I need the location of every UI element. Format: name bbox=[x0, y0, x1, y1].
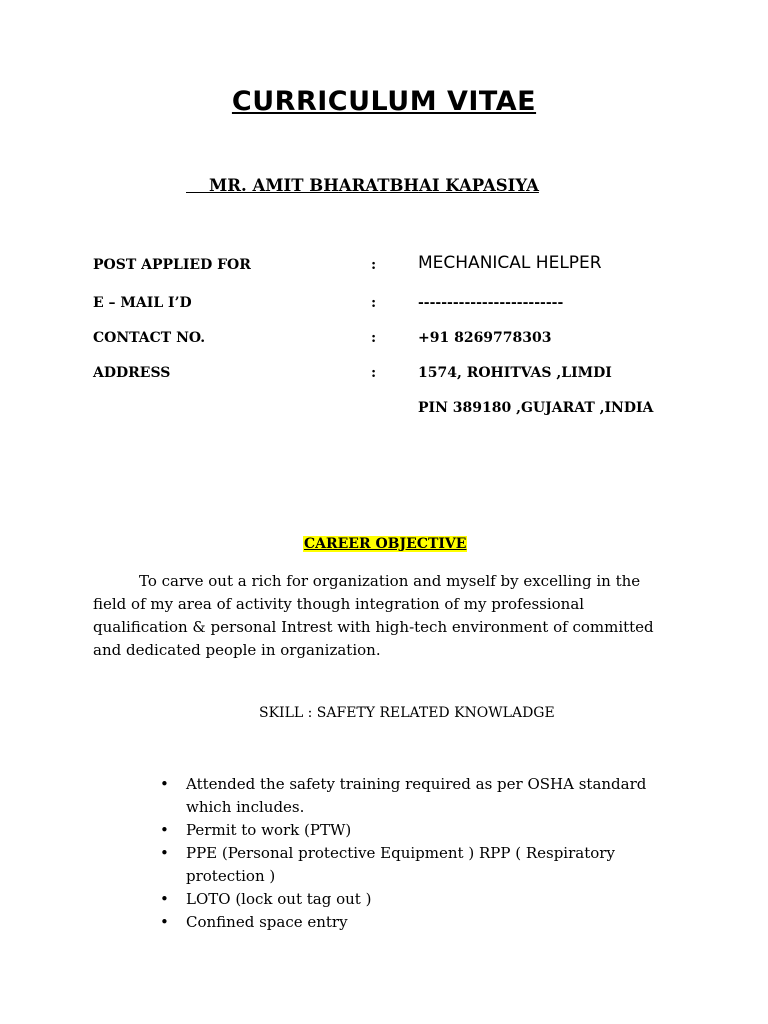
detail-value: MECHANICAL HELPER bbox=[418, 253, 602, 273]
detail-separator: : bbox=[371, 257, 377, 273]
bullet-icon: • bbox=[160, 890, 169, 908]
detail-value: 1574, ROHITVAS ,LIMDI bbox=[418, 365, 612, 381]
list-item bbox=[160, 911, 660, 934]
list-item bbox=[160, 842, 660, 888]
detail-label: ADDRESS bbox=[93, 365, 171, 381]
bullet-icon: • bbox=[160, 775, 169, 793]
list-item-text: Permit to work (PTW) bbox=[186, 821, 352, 839]
bullet-icon: • bbox=[160, 844, 169, 862]
candidate-name: MR. AMIT BHARATBHAI KAPASIYA bbox=[186, 176, 539, 195]
detail-separator: : bbox=[371, 365, 377, 381]
list-item-text: Confined space entry bbox=[186, 913, 348, 931]
detail-value: +91 8269778303 bbox=[418, 330, 552, 346]
list-item-text: PPE (Personal protective Equipment ) RPP ( Respiratory protection ) bbox=[186, 844, 615, 885]
career-objective-text: To carve out a rich for organization and myself by excelling in the field of my area of activity though integration of my professional qualification & personal Intrest with high-tech environment of committed and dedicated people in organization. bbox=[93, 572, 654, 659]
detail-value: PIN 389180 ,GUJARAT ,INDIA bbox=[418, 400, 654, 416]
document-title: CURRICULUM VITAE bbox=[231, 86, 537, 117]
list-item-text: LOTO (lock out tag out ) bbox=[186, 890, 372, 908]
list-item bbox=[160, 819, 660, 842]
list-item bbox=[160, 773, 660, 819]
detail-separator: : bbox=[371, 330, 377, 346]
detail-separator: : bbox=[371, 295, 377, 311]
list-item bbox=[160, 888, 660, 911]
detail-label: POST APPLIED FOR bbox=[93, 257, 251, 273]
detail-label: CONTACT NO. bbox=[93, 330, 206, 346]
list-item-text: Attended the safety training required as per OSHA standard which includes. bbox=[186, 775, 647, 816]
skill-heading: SKILL : SAFETY RELATED KNOWLADGE bbox=[259, 705, 555, 721]
detail-label: E – MAIL I’D bbox=[93, 295, 192, 311]
skill-list bbox=[160, 773, 660, 934]
detail-value: ------------------------- bbox=[418, 295, 564, 311]
career-objective-heading: CAREER OBJECTIVE bbox=[304, 536, 467, 552]
bullet-icon: • bbox=[160, 913, 169, 931]
bullet-icon: • bbox=[160, 821, 169, 839]
